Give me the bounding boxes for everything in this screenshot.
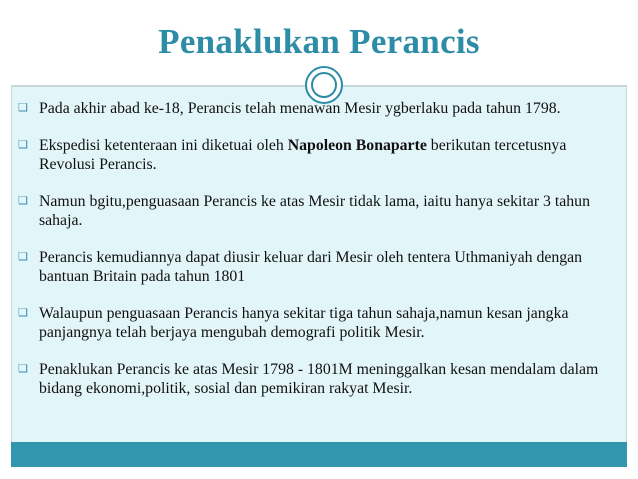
bullet-item-2 — [18, 136, 608, 174]
bullet-text: Penaklukan Perancis ke atas Mesir 1798 - 1801M meninggalkan kesan mendalam dalam bidang ekonomi,politik, sosial dan pemikiran rakyat Mesir. — [39, 361, 599, 397]
bullet-item-3 — [18, 192, 608, 230]
bullet-text: Walaupun penguasaan Perancis hanya sekitar tiga tahun sahaja,namun kesan jangka panjangnya telah berjaya mengubah demografi politik Mesir. — [39, 305, 569, 341]
square-bullet-icon: ❑ — [18, 102, 28, 114]
bullet-item-4 — [18, 248, 608, 286]
square-bullet-icon: ❑ — [18, 251, 28, 263]
bullet-text-after: berikutan tercetusnya Revolusi Perancis. — [39, 137, 567, 173]
slide-title: Penaklukan Perancis — [158, 22, 480, 61]
footer-bar — [11, 442, 627, 467]
bullet-item-6 — [18, 360, 608, 398]
bullet-text-before: Ekspedisi ketenteraan ini diketuai oleh — [39, 137, 288, 154]
square-bullet-icon: ❑ — [18, 307, 28, 319]
bullet-item-5 — [18, 304, 608, 342]
bullet-text: Perancis kemudiannya dapat diusir keluar dari Mesir oleh tentera Uthmaniyah dengan bantuan Britain pada tahun 1801 — [39, 249, 583, 285]
bullet-text: Pada akhir abad ke-18, Perancis telah menawan Mesir ygberlaku pada tahun 1798. — [39, 100, 561, 117]
bullet-text-bold-name: Napoleon Bonaparte — [287, 137, 427, 154]
bullet-text: Namun bgitu,penguasaan Perancis ke atas Mesir tidak lama, iaitu hanya sekitar 3 tahun sahaja. — [39, 193, 590, 229]
bullet-item-1 — [18, 99, 608, 118]
bullet-list — [18, 99, 608, 416]
square-bullet-icon: ❑ — [18, 139, 28, 151]
square-bullet-icon: ❑ — [18, 363, 28, 375]
ring-inner-circle — [311, 72, 337, 98]
square-bullet-icon: ❑ — [18, 195, 28, 207]
